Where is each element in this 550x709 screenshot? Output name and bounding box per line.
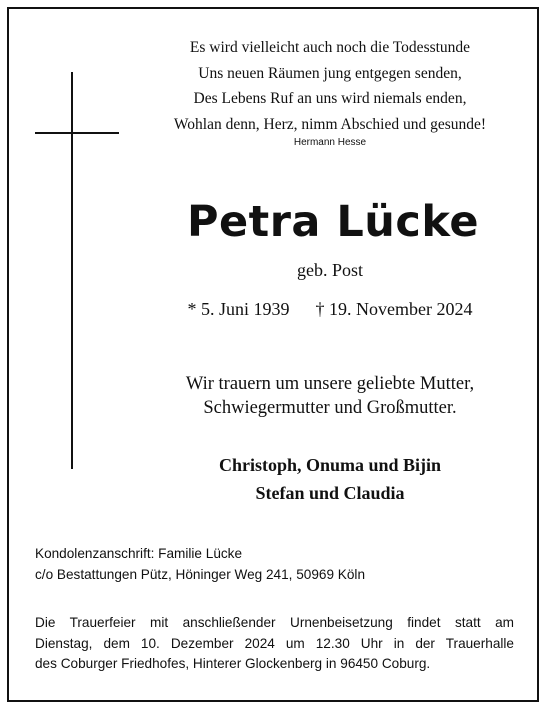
condolence-address [35, 544, 515, 585]
cross-horizontal-bar [35, 132, 119, 134]
family-line: Stefan und Claudia [255, 483, 405, 503]
mourning-line: Wir trauern um unsere geliebte Mutter, [185, 374, 475, 394]
birth-date: * 5. Juni 1939 [187, 299, 290, 319]
funeral-notice [35, 613, 514, 675]
address-line: Kondolenzanschrift: Familie Lücke [35, 546, 243, 561]
birth-name: geb. Post [296, 260, 363, 280]
family-line: Christoph, Onuma und Bijin [218, 455, 442, 475]
poem [140, 35, 520, 137]
life-dates [140, 299, 520, 320]
mourning-line: Schwiegermutter und Großmutter. [203, 398, 457, 418]
deceased-name: Petra Lücke [186, 197, 480, 247]
death-date: † 19. November 2024 [315, 299, 473, 319]
poem-line: Wohlan denn, Herz, nimm Abschied und gesunde! [173, 115, 487, 133]
address-line: c/o Bestattungen Pütz, Höninger Weg 241, 50969 Köln [35, 566, 366, 582]
funeral-line: des Coburger Friedhofes, Hinterer Glockenberg in 96450 Coburg. [35, 656, 431, 671]
poem-line: Des Lebens Ruf an uns wird niemals enden, [193, 90, 467, 107]
mourning-text [130, 372, 530, 420]
funeral-line: Die Trauerfeier mit anschließender Urnenbeisetzung findet statt am [35, 615, 514, 630]
poem-line: Es wird vielleicht auch noch die Todesstunde [189, 39, 471, 56]
funeral-line: Dienstag, dem 10. Dezember 2024 um 12.30 Uhr in der Trauerhalle [35, 635, 514, 651]
family-names [130, 451, 530, 507]
poem-author: Hermann Hesse [293, 137, 367, 148]
poem-line: Uns neuen Räumen jung entgegen senden, [198, 64, 462, 82]
